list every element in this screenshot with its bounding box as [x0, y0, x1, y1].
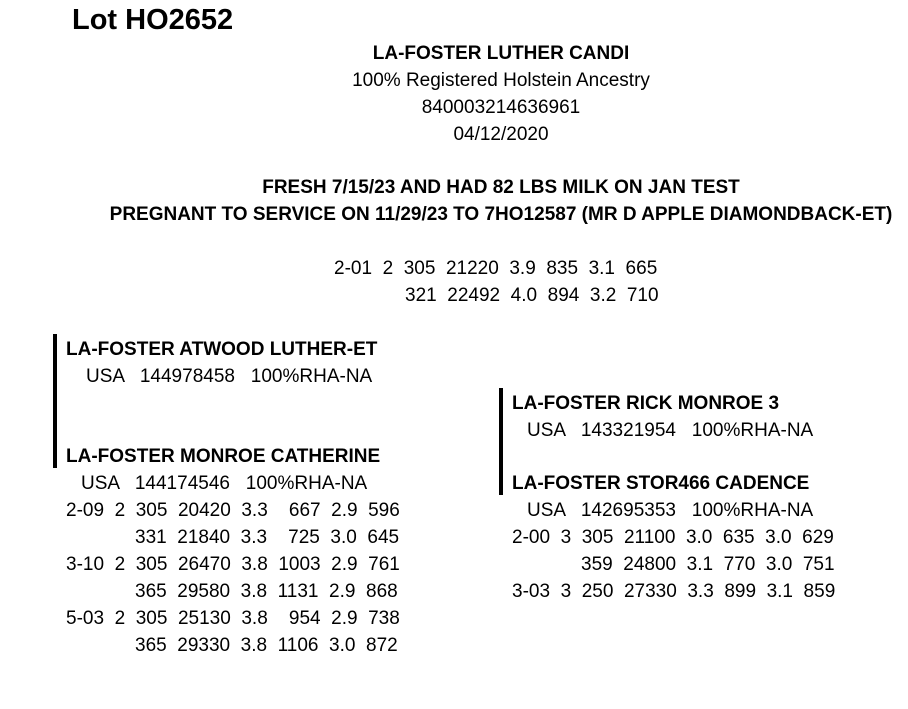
- grandparents-bracket: [499, 388, 503, 495]
- sire-name: LA-FOSTER ATWOOD LUTHER-ET: [66, 339, 378, 360]
- pregnancy-note: PREGNANT TO SERVICE ON 11/29/23 TO 7HO12587 (MR D APPLE DIAMONDBACK-ET): [109, 204, 893, 225]
- animal-id: 840003214636961: [421, 97, 581, 118]
- maternal-grandsire-detail: USA 143321954 100%RHA-NA: [527, 420, 814, 441]
- animal-record-row: 2-01 2 305 21220 3.9 835 3.1 665: [334, 258, 658, 279]
- granddam-record-row: 3-03 3 250 27330 3.3 899 3.1 859: [512, 581, 836, 602]
- dam-name: LA-FOSTER MONROE CATHERINE: [66, 446, 381, 467]
- sire-dam-bracket: [53, 334, 57, 468]
- fresh-note: FRESH 7/15/23 AND HAD 82 LBS MILK ON JAN TEST: [262, 177, 740, 198]
- dam-record-row: 365 29580 3.8 1131 2.9 868: [135, 581, 398, 602]
- maternal-granddam-name: LA-FOSTER STOR466 CADENCE: [512, 473, 810, 494]
- dam-record-row: 5-03 2 305 25130 3.8 954 2.9 738: [66, 608, 400, 629]
- lot-number: Lot HO2652: [72, 4, 234, 36]
- sire-detail: USA 144978458 100%RHA-NA: [86, 366, 373, 387]
- animal-ancestry: 100% Registered Holstein Ancestry: [352, 70, 650, 91]
- granddam-record-row: 2-00 3 305 21100 3.0 635 3.0 629: [512, 527, 834, 548]
- animal-birthdate: 04/12/2020: [453, 124, 549, 145]
- maternal-granddam-detail: USA 142695353 100%RHA-NA: [527, 500, 814, 521]
- dam-detail: USA 144174546 100%RHA-NA: [81, 473, 368, 494]
- animal-name: LA-FOSTER LUTHER CANDI: [372, 43, 630, 64]
- maternal-grandsire-name: LA-FOSTER RICK MONROE 3: [512, 393, 780, 414]
- dam-record-row: 2-09 2 305 20420 3.3 667 2.9 596: [66, 500, 400, 521]
- animal-record-row: 321 22492 4.0 894 3.2 710: [405, 285, 659, 306]
- dam-record-row: 331 21840 3.3 725 3.0 645: [135, 527, 400, 548]
- dam-record-row: 3-10 2 305 26470 3.8 1003 2.9 761: [66, 554, 400, 575]
- dam-record-row: 365 29330 3.8 1106 3.0 872: [135, 635, 398, 656]
- granddam-record-row: 359 24800 3.1 770 3.0 751: [581, 554, 835, 575]
